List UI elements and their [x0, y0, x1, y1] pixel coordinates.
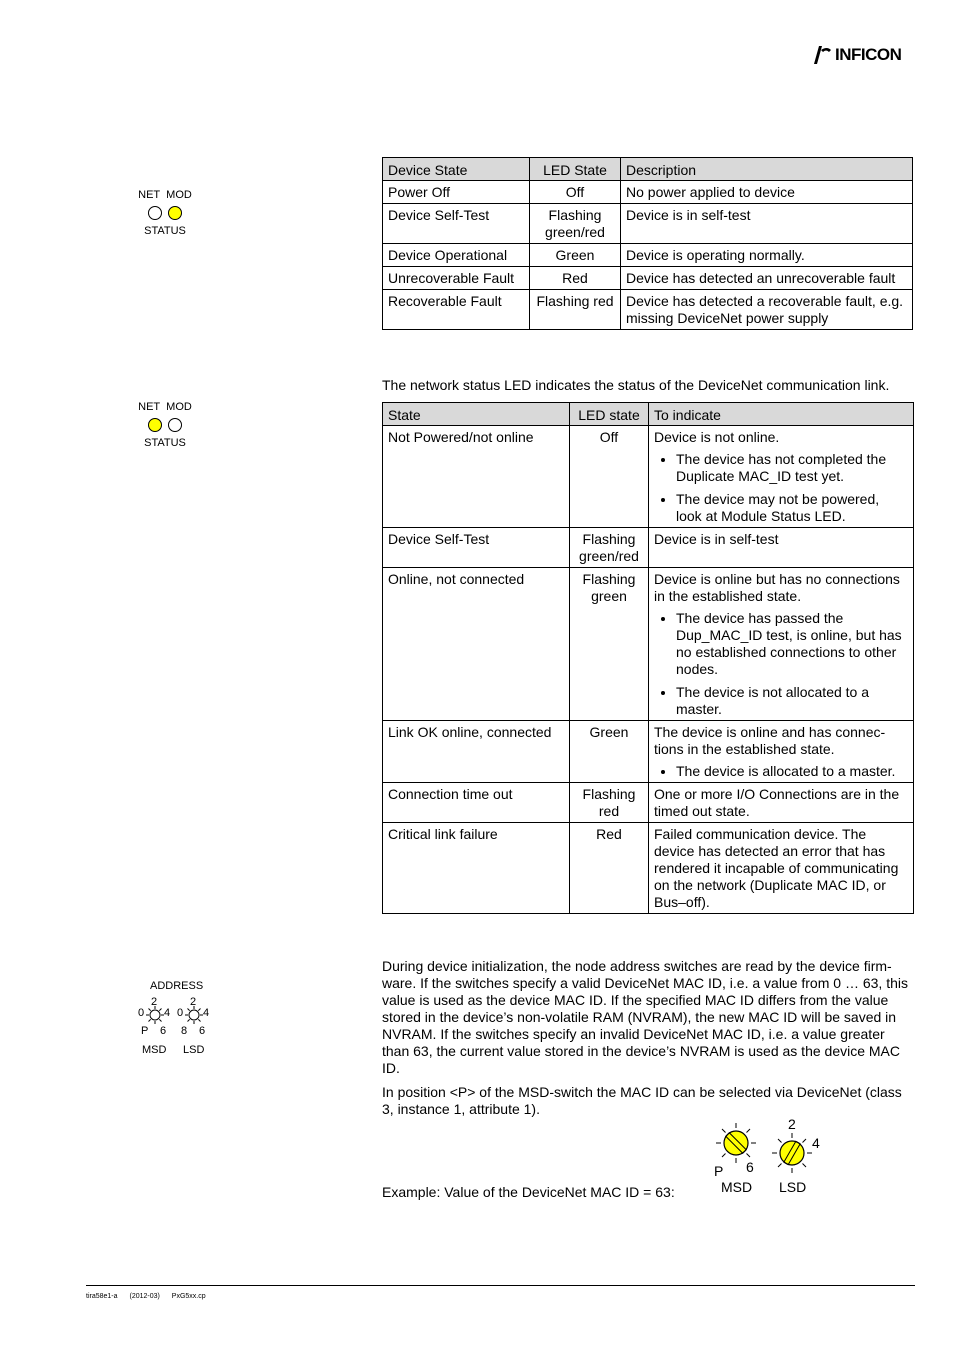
- description-cell: One or more I/O Connections are in the timed out state.: [649, 783, 914, 823]
- description-cell: No power applied to device: [621, 181, 913, 204]
- table-header-row: [383, 403, 914, 426]
- lsd-top-digit: 2: [190, 996, 197, 1008]
- net-led-icon: [148, 418, 162, 432]
- table-row: [383, 783, 914, 823]
- footer-date: (2012-03): [129, 1293, 160, 1300]
- state-cell: Recoverable Fault: [383, 290, 530, 330]
- description-cell: Device has detected a recoverable fault, e.g. missing DeviceNet power supply: [621, 290, 913, 330]
- lsd-example-4: 4: [812, 1135, 820, 1151]
- lsd-example-2: 2: [788, 1116, 796, 1132]
- msd-right-digit: 4: [164, 1007, 171, 1019]
- led-cell: Flashing red: [570, 783, 649, 823]
- description-cell: Device is in self-test: [621, 204, 913, 244]
- module-status-led-figure: [130, 189, 200, 237]
- bullet-list: [654, 763, 908, 780]
- description-cell: Device is operating normally.: [621, 244, 913, 267]
- state-cell: Online, not connected: [383, 568, 570, 721]
- description-text: Device is online but has no connections in the established state.: [654, 571, 900, 604]
- footer: [86, 1293, 216, 1300]
- description-text: The device is online and has connec-tions in the established state.: [654, 724, 886, 757]
- column-header: LED state: [570, 403, 649, 426]
- table-row: [383, 204, 913, 244]
- address-paragraph-2: In position <P> of the MSD-switch the MAC ID can be selected via DeviceNet (class 3, instance 1, attribute 1).: [382, 1084, 902, 1117]
- description-cell: Device is in self-test: [649, 528, 914, 568]
- msd-bottom-right-digit: 6: [160, 1025, 167, 1037]
- list-item: • The device may not be powered, look at Module Status LED.: [676, 491, 908, 525]
- state-cell: Critical link failure: [383, 823, 570, 914]
- led-cell: Green: [530, 244, 621, 267]
- lsd-bottom-left-digit: 8: [181, 1025, 188, 1037]
- description-cell: [649, 568, 914, 721]
- table-row: [383, 244, 913, 267]
- led-cell: Off: [570, 426, 649, 528]
- bullet-list: [654, 610, 908, 718]
- lsd-left-digit: 0: [177, 1007, 184, 1019]
- net-label: NET: [138, 401, 161, 413]
- lsd-rotary-switch-icon: [184, 1005, 204, 1025]
- state-cell: Power Off: [383, 181, 530, 204]
- led-cell: Flashing red: [530, 290, 621, 330]
- address-paragraph-1: During device initialization, the node address switches are read by the device firm-ware. If the switches specify a valid DeviceNet MAC ID, i.e. a value from 0 … 63, this value is used as the device MAC ID. If the specified MAC ID differs from the value stored in the device’s non-volatile RAM (NVRAM), the new MAC ID will be saved in NVRAM. If the switches specify an invalid DeviceNet MAC ID, i.e. a value greater than 63, the current value stored in the device’s NVRAM is used as the device MAC ID.: [382, 958, 908, 1076]
- msd-label: MSD: [142, 1044, 167, 1056]
- status-label: STATUS: [144, 225, 186, 237]
- msd-left-digit: 0: [138, 1007, 145, 1019]
- description-cell: [649, 721, 914, 783]
- column-header: State: [383, 403, 570, 426]
- column-header: Device State: [383, 158, 530, 181]
- led-cell: Flashing green/red: [570, 528, 649, 568]
- description-cell: [649, 426, 914, 528]
- network-status-led-figure: [130, 401, 200, 449]
- net-label: NET: [138, 189, 161, 201]
- msd-bottom-left-digit: P: [141, 1025, 149, 1037]
- led-cell: Off: [530, 181, 621, 204]
- lsd-bottom-right-digit: 6: [199, 1025, 206, 1037]
- net-led-icon: [148, 206, 162, 220]
- msd-example-p: P: [714, 1163, 724, 1179]
- mod-label: MOD: [166, 189, 192, 201]
- state-cell: Device Self-Test: [383, 204, 530, 244]
- logo-text: INFICON: [835, 45, 902, 64]
- table-row: [383, 721, 914, 783]
- state-cell: Not Powered/not online: [383, 426, 570, 528]
- table-row: [383, 426, 914, 528]
- msd-example-6: 6: [746, 1159, 754, 1175]
- msd-top-digit: 2: [151, 996, 158, 1008]
- column-header: To indicate: [649, 403, 914, 426]
- table-row: [383, 568, 914, 721]
- list-item: • The device is not allocated to a master.: [676, 684, 908, 718]
- status-label: STATUS: [144, 437, 186, 449]
- bullet-list: [654, 451, 908, 525]
- state-cell: Device Self-Test: [383, 528, 570, 568]
- table-row: [383, 528, 914, 568]
- footer-divider: [86, 1285, 915, 1286]
- lsd-label: LSD: [183, 1044, 205, 1056]
- table-row: [383, 823, 914, 914]
- lsd-example-label: LSD: [779, 1179, 807, 1195]
- column-header: LED State: [530, 158, 621, 181]
- mod-led-icon: [168, 206, 182, 220]
- msd-rotary-switch-icon: [145, 1005, 165, 1025]
- description-cell: Failed communication device. The device has detected an error that has rendered it incapable of communicating on the network (Duplicate MAC ID, or Bus–off).: [649, 823, 914, 914]
- lsd-example-switch-icon: [770, 1131, 814, 1175]
- led-cell: Flashing green/red: [530, 204, 621, 244]
- footer-doc-id: tira58e1-a: [86, 1293, 118, 1300]
- table-row: [383, 290, 913, 330]
- description-cell: Device has detected an unrecoverable fault: [621, 267, 913, 290]
- network-status-table: [382, 402, 914, 914]
- state-cell: Connection time out: [383, 783, 570, 823]
- example-text: Example: Value of the DeviceNet MAC ID = 63:: [382, 1184, 675, 1200]
- network-status-intro: The network status LED indicates the status of the DeviceNet communication link.: [382, 377, 890, 393]
- led-cell: Red: [530, 267, 621, 290]
- table-row: [383, 181, 913, 204]
- module-status-table: [382, 157, 913, 330]
- list-item: • The device has passed the Dup_MAC_ID test, is online, but has no established connections to other nodes.: [676, 610, 908, 678]
- table-header-row: [383, 158, 913, 181]
- footer-file: PxG5xx.cp: [171, 1293, 206, 1300]
- inficon-logo: [812, 44, 901, 66]
- description-text: Device is not online.: [654, 429, 780, 445]
- msd-example-label: MSD: [721, 1179, 753, 1195]
- led-cell: Green: [570, 721, 649, 783]
- list-item: • The device is allocated to a master.: [676, 763, 908, 780]
- table-row: [383, 267, 913, 290]
- mod-label: MOD: [166, 401, 192, 413]
- led-cell: Flashing green: [570, 568, 649, 721]
- lsd-right-digit: 4: [203, 1007, 210, 1019]
- column-header: Description: [621, 158, 913, 181]
- address-title: ADDRESS: [150, 980, 204, 992]
- state-cell: Unrecoverable Fault: [383, 267, 530, 290]
- list-item: • The device has not completed the Duplicate MAC_ID test yet.: [676, 451, 908, 485]
- mod-led-icon: [168, 418, 182, 432]
- state-cell: Link OK online, connected: [383, 721, 570, 783]
- state-cell: Device Operational: [383, 244, 530, 267]
- inficon-logo-icon: [812, 44, 832, 66]
- led-cell: Red: [570, 823, 649, 914]
